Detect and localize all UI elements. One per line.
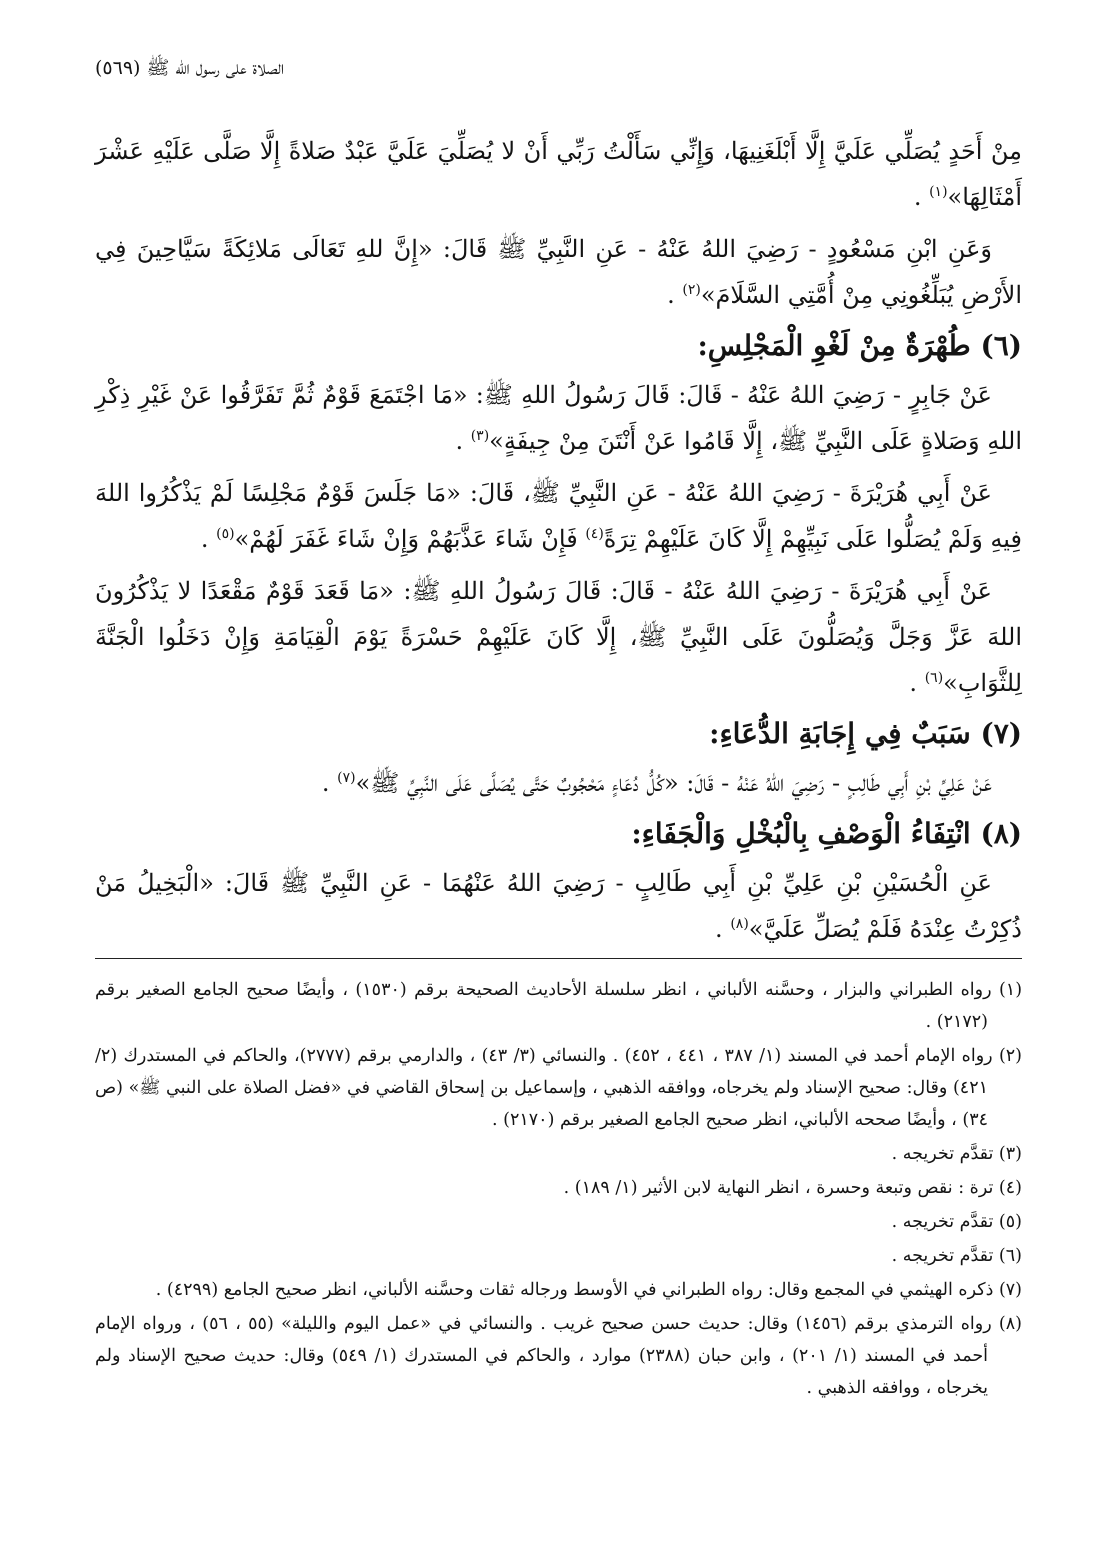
paragraph-text: وَعَنِ ابْنِ مَسْعُودٍ - رَضِيَ اللهُ عَنْهُ - عَنِ النَّبِيِّ ﷺ قَالَ: «إِنَّ للهِ تَعَالَى مَلائِكَةً سَيَّاحِينَ فِي الأَرْضِ يُبَلِّغُونِي مِنْ أُمَّتِي السَّلَامَ» [95, 235, 1022, 309]
footnote-ref[interactable]: (١) [929, 184, 948, 200]
paragraph-6 [95, 760, 1022, 806]
footnotes [95, 974, 1022, 1406]
paragraph-1 [95, 128, 1022, 220]
footnote-5: (٥) تقدَّم تخريجه . [891, 1212, 1022, 1232]
footnote-7: (٧) ذكره الهيثمي في المجمع وقال: رواه الطبراني في الأوسط ورجاله ثقات وحسَّنه الألباني، انظر صحيح الجامع (٤٢٩٩) . [155, 1280, 1022, 1300]
paragraph-2 [95, 226, 1022, 318]
end-mark: . [455, 427, 471, 455]
end-mark: . [913, 183, 930, 211]
paragraph-text: عَنْ عَلِيِّ بْنِ أَبِي طَالِبٍ - رَضِيَ اللهُ عَنْهُ - قَالَ: «كُلُّ دُعَاءٍ مَحْجُوبٌ حَتَّى يُصَلَّى عَلَى النَّبِيِّ ﷺ» [355, 769, 992, 797]
paragraph-5 [95, 568, 1022, 706]
paragraph-text: مِنْ أَحَدٍ يُصَلِّي عَلَيَّ إِلَّا أَبْلَغَنِيهَا، وَإِنِّي سَأَلْتُ رَبِّي أَنْ لا يُصَلِّيَ عَلَيَّ عَبْدٌ صَلاةً إِلَّا صَلَّى عَلَيْهِ عَشْرَ أَمْثَالِهَا» [95, 137, 1022, 211]
footnote-2: (٢) رواه الإمام أحمد في المسند (١/ ٣٨٧ ، ٤٤١ ، ٤٥٢) . والنسائي (٣/ ٤٣) ، والدارمي برقم (٢٧٧٧)، والحاكم في المستدرك (٢/ ٤٢١) وقال: صحيح الإسناد ولم يخرجاه، ووافقه الذهبي ، وإسماعيل بن إسحاق القاضي في «فضل الصلاة على النبي ﷺ» (ص ٣٤) ، وأيضًا صححه الألباني، انظر صحيح الجامع الصغير برقم (٢١٧٠) . [95, 1046, 1022, 1130]
end-mark: . [200, 525, 217, 553]
paragraph-text: عَنْ أَبِي هُرَيْرَةَ - رَضِيَ اللهُ عَنْهُ - قَالَ: قَالَ رَسُولُ اللهِ ﷺ: «مَا قَعَدَ قَوْمٌ مَقْعَدًا لا يَذْكُرُونَ اللهَ عَزَّ وَجَلَّ وَيُصَلُّونَ عَلَى النَّبِيِّ ﷺ، إِلَّا كَانَ عَلَيْهِمْ حَسْرَةً يَوْمَ الْقِيَامَةِ وَإِنْ دَخَلُوا الْجَنَّةَ لِلثَّوَابِ» [95, 577, 1022, 697]
footnote-3: (٣) تقدَّم تخريجه . [891, 1144, 1022, 1164]
paragraph-text: عَنِ الْحُسَيْنِ بْنِ عَلِيِّ بْنِ أَبِي طَالِبٍ - رَضِيَ اللهُ عَنْهُمَا - عَنِ النَّبِيِّ ﷺ قَالَ: «الْبَخِيلُ مَنْ ذُكِرْتُ عِنْدَهُ فَلَمْ يُصَلِّ عَلَيَّ» [95, 869, 1022, 943]
paragraph-7 [95, 860, 1022, 952]
footnote-ref[interactable]: (٦) [924, 670, 944, 686]
end-mark: . [909, 669, 925, 697]
section-heading-6: (٦) طُهْرَةٌ مِنْ لَغْوِ الْمَجْلِسِ: [697, 329, 1022, 362]
footnote-divider [95, 958, 1022, 959]
paragraph-text: عَنْ أَبِي هُرَيْرَةَ - رَضِيَ اللهُ عَنْهُ - عَنِ النَّبِيِّ ﷺ، قَالَ: «مَا جَلَسَ قَوْمٌ مَجْلِسًا لَمْ يَذْكُرُوا اللهَ فِيهِ وَلَمْ يُصَلُّوا عَلَى نَبِيِّهِمْ إِلَّا كَانَ عَلَيْهِمْ تِرَةً [95, 479, 1022, 553]
section-heading-8: (٨) انْتِفَاءُ الْوَصْفِ بِالْبُخْلِ وَالْجَفَاءِ: [631, 817, 1022, 850]
end-mark: . [321, 769, 338, 797]
footnote-ref[interactable]: (٣) [470, 428, 490, 444]
paragraph-4 [95, 470, 1022, 562]
footnote-ref[interactable]: (٥) [216, 526, 235, 542]
section-heading-7: (٧) سَبَبٌ فِي إِجَابَةِ الدُّعَاءِ: [709, 717, 1022, 750]
footnote-ref[interactable]: (٨) [730, 916, 749, 932]
footnote-ref[interactable]: (٧) [337, 770, 356, 786]
footnote-1: (١) رواه الطبراني والبزار ، وحسَّنه الألباني ، انظر سلسلة الأحاديث الصحيحة برقم (١٥٣٠) ، وأيضًا صحيح الجامع الصغير برقم (٢١٧٢) . [95, 980, 1023, 1032]
end-mark: . [715, 915, 731, 943]
paragraph-text: عَنْ جَابِرٍ - رَضِيَ اللهُ عَنْهُ - قَالَ: قَالَ رَسُولُ اللهِ ﷺ: «مَا اجْتَمَعَ قَوْمٌ ثُمَّ تَفَرَّقُوا عَنْ غَيْرِ ذِكْرِ اللهِ وَصَلاةٍ عَلَى النَّبِيِّ ﷺ، إِلَّا قَامُوا عَنْ أَنْتَنَ مِنْ جِيفَةٍ» [95, 381, 1022, 455]
paragraph-3 [95, 372, 1022, 464]
footnote-4: (٤) ترة : نقص وتبعة وحسرة ، انظر النهاية لابن الأثير (١/ ١٨٩) . [563, 1178, 1022, 1198]
paragraph-text: فَإِنْ شَاءَ عَذَّبَهُمْ وَإِنْ شَاءَ غَفَرَ لَهُمْ» [234, 525, 586, 553]
end-mark: . [667, 281, 683, 309]
main-text [95, 128, 1022, 958]
footnote-8: (٨) رواه الترمذي برقم (١٤٥٦) وقال: حديث حسن صحيح غريب . والنسائي في «عمل اليوم والليلة» (٥٥ ، ٥٦) ، ورواه الإمام أحمد في المسند (١/ ٢٠١) ، وابن حبان (٢٣٨٨) موارد ، والحاكم في المستدرك (١/ ٥٤٩) وقال: حديث صحيح الإسناد ولم يخرجاه ، ووافقه الذهبي . [95, 1314, 1022, 1398]
footnote-ref[interactable]: (٤) [585, 526, 604, 542]
footnote-ref[interactable]: (٢) [682, 282, 701, 298]
running-header: الصلاة على رسول الله ﷺ (٥٦٩) [95, 57, 285, 79]
footnote-6: (٦) تقدَّم تخريجه . [891, 1246, 1022, 1266]
